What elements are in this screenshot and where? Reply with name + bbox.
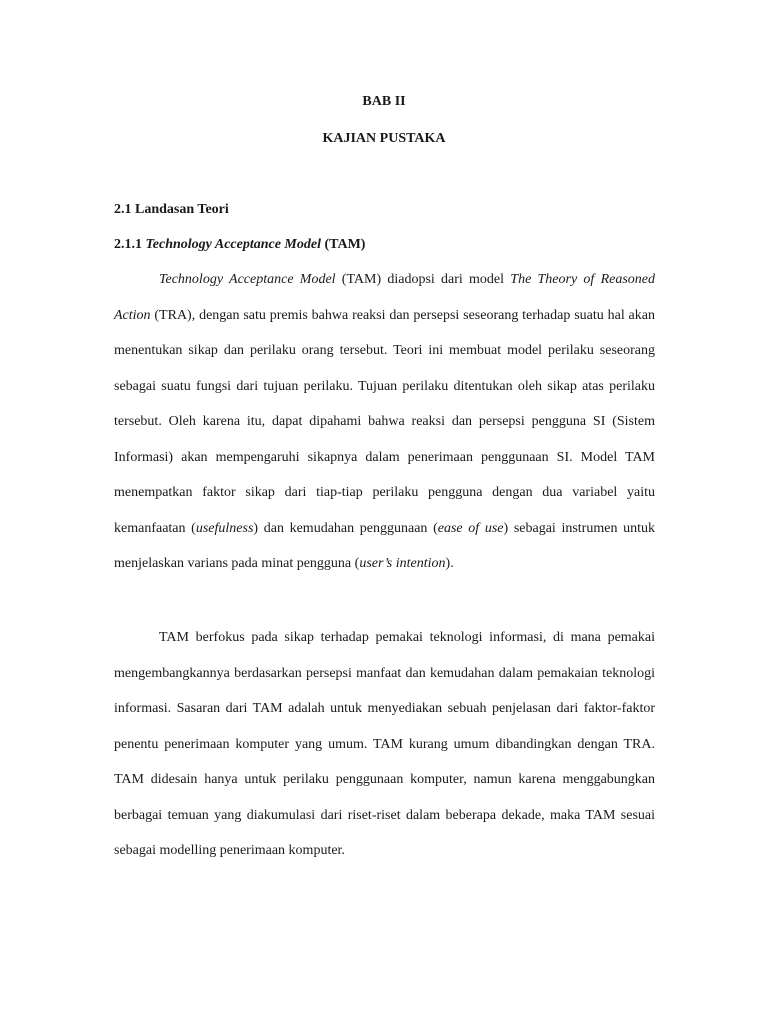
p1-term-tam: Technology Acceptance Model [159,272,336,287]
p1-term-users-intention: user’s intention [359,556,446,571]
subsection-number: 2.1.1 [114,237,142,252]
chapter-title: KAJIAN PUSTAKA [322,131,446,146]
p1-term-tra: The Theory of Reasoned Action [114,272,655,323]
paragraph-1 [114,262,655,582]
subsection-title-suffix: (TAM) [324,237,366,252]
chapter-number: BAB II [362,94,406,109]
p1-text-b: (TRA), dengan satu premis bahwa reaksi dan persepsi seseorang terhadap suatu hal akan menentukan sikap dan perilaku orang tersebut. Teori ini membuat model perilaku seseorang sebagai suatu fungsi dari tujuan perilaku. Tujuan perilaku ditentukan oleh sikap atas perilaku tersebut. Oleh karena itu, dapat dipahami bahwa reaksi dan persepsi pengguna SI (Sistem Informasi) akan mempengaruhi sikapnya dalam penerimaan penggunaan SI. Model TAM menempatkan faktor sikap dari tiap-tiap perilaku pengguna dengan dua variabel yaitu kemanfaatan ( [114,307,655,536]
section-heading: 2.1 Landasan Teori [114,202,229,217]
subsection-title-italic: Technology Acceptance Model [145,237,321,252]
p1-text-c: ) dan kemudahan penggunaan ( [253,520,438,536]
paragraph-2: TAM berfokus pada sikap terhadap pemakai teknologi informasi, di mana pemakai mengembangkannya berdasarkan persepsi manfaat dan kemudahan dalam pemakaian teknologi informasi. Sasaran dari TAM adalah untuk menyediakan sebuah penjelasan dari faktor-faktor penentu penerimaan komputer yang umum. TAM kurang umum dibandingkan dengan TRA. TAM didesain hanya untuk perilaku penggunaan komputer, namun karena menggabungkan berbagai temuan yang diakumulasi dari riset-riset dalam beberapa dekade, maka TAM sesuai sebagai modelling penerimaan komputer. [114,630,655,858]
p1-text-e: ). [445,556,454,571]
p1-term-ease-of-use: ease of use [437,520,504,536]
p1-text-a: (TAM) diadopsi dari model [335,272,511,287]
p1-term-usefulness: usefulness [195,520,254,536]
p1-text-d: ) sebagai instrumen untuk menjelaskan varians pada minat pengguna ( [114,520,655,571]
subsection-heading [114,236,365,254]
